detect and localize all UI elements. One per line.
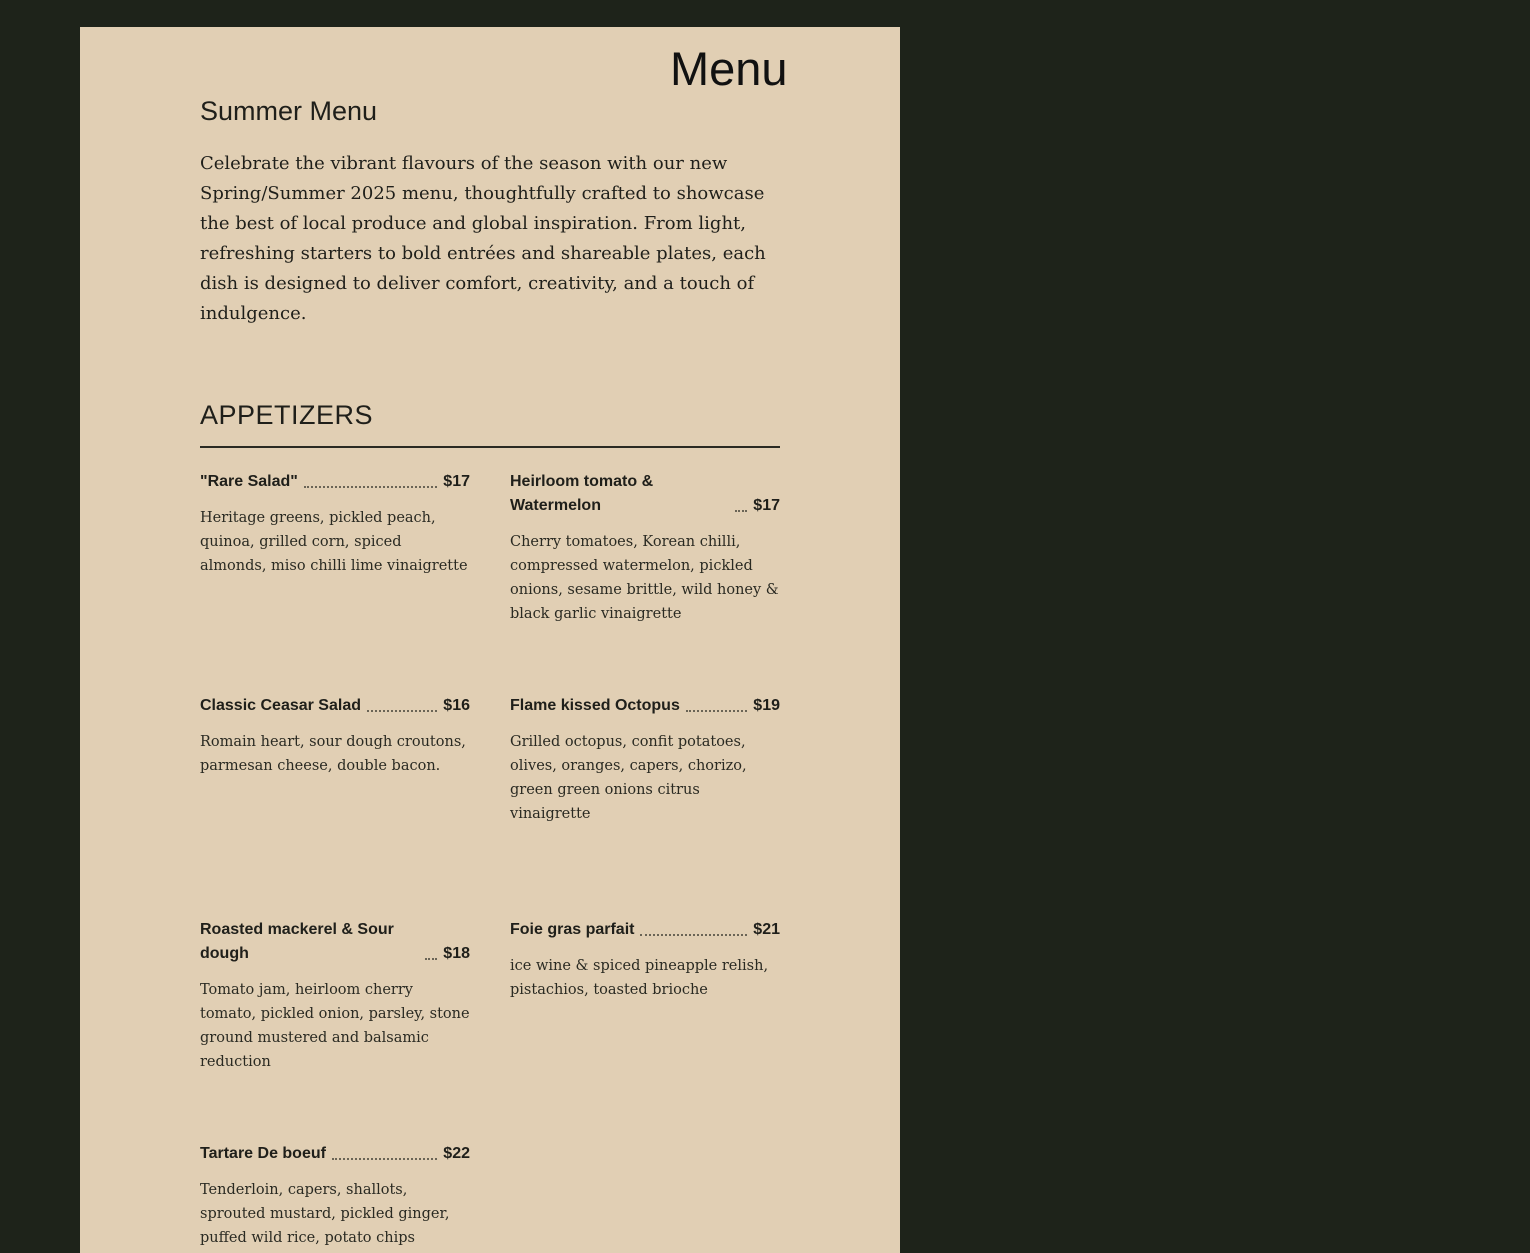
menu-item-description: Grilled octopus, confit potatoes, olives, oranges, capers, chorizo, green green onions citrus vinaigrette [510, 733, 747, 822]
menu-item-description: Tenderloin, capers, shallots, sprouted mustard, pickled ginger, puffed wild rice, potato chips [200, 1181, 450, 1246]
menu-item-price: $22 [443, 1144, 470, 1162]
menu-item-header [510, 470, 780, 518]
menu-item-description: Tomato jam, heirloom cherry tomato, pickled onion, parsley, stone ground mustered and balsamic reduction [200, 981, 470, 1070]
menu-item [200, 918, 470, 1142]
menu-item-header [200, 470, 470, 494]
menu-item [510, 470, 780, 694]
menu-item [200, 1142, 470, 1253]
menu-item-header [200, 1142, 470, 1166]
menu-item-name: Classic Ceasar Salad [200, 696, 361, 714]
menu-item-name: Flame kissed Octopus [510, 696, 680, 714]
menu-item-description: Heritage greens, pickled peach, quinoa, grilled corn, spiced almonds, miso chilli lime vinaigrette [200, 509, 468, 574]
dot-leader [367, 710, 437, 712]
menu-panel [80, 27, 900, 1253]
menu-item-price: $17 [443, 472, 470, 490]
menu-content [200, 95, 780, 1253]
section-divider [200, 446, 780, 448]
menu-intro: Celebrate the vibrant flavours of the season with our new Spring/Summer 2025 menu, thoughtfully crafted to showcase the best of local produce and global inspiration. From light, refreshing starters to bold entrées and shareable plates, each dish is designed to deliver comfort, creativity, and a touch of indulgence. [200, 153, 766, 325]
menu-item-header [200, 918, 470, 966]
dot-leader [735, 510, 747, 512]
dot-leader [425, 958, 437, 960]
menu-item-price: $16 [443, 696, 470, 714]
menu-item-header [510, 694, 780, 718]
menu-item-name: Foie gras parfait [510, 920, 635, 938]
menu-item-description: Cherry tomatoes, Korean chilli, compressed watermelon, pickled onions, sesame brittle, wild honey & black garlic vinaigrette [510, 533, 779, 622]
page-title: Menu [670, 42, 788, 95]
menu-items-grid [200, 470, 780, 1253]
menu-item-name: Tartare De boeuf [200, 1144, 326, 1162]
dot-leader [640, 934, 747, 936]
menu-item-header [200, 694, 470, 718]
menu-item [200, 694, 470, 918]
menu-item-price: $18 [443, 944, 470, 962]
menu-item-price: $17 [753, 496, 780, 514]
menu-item-price: $21 [753, 920, 780, 938]
menu-item-header [510, 918, 780, 942]
menu-item-name: "Rare Salad" [200, 472, 298, 490]
menu-item-name: Heirloom tomato & Watermelon [510, 472, 654, 514]
menu-item [510, 918, 780, 1142]
menu-item [510, 694, 780, 918]
dot-leader [304, 486, 437, 488]
menu-subtitle: Summer Menu [200, 96, 378, 126]
menu-item-description: Romain heart, sour dough croutons, parmesan cheese, double bacon. [200, 733, 466, 774]
menu-item-name: Roasted mackerel & Sour dough [200, 920, 394, 962]
menu-item-description: ice wine & spiced pineapple relish, pistachios, toasted brioche [510, 957, 769, 998]
section-title-appetizers: APPETIZERS [200, 400, 374, 431]
menu-item-price: $19 [753, 696, 780, 714]
dot-leader [686, 710, 747, 712]
dot-leader [332, 1158, 437, 1160]
menu-item [200, 470, 470, 694]
